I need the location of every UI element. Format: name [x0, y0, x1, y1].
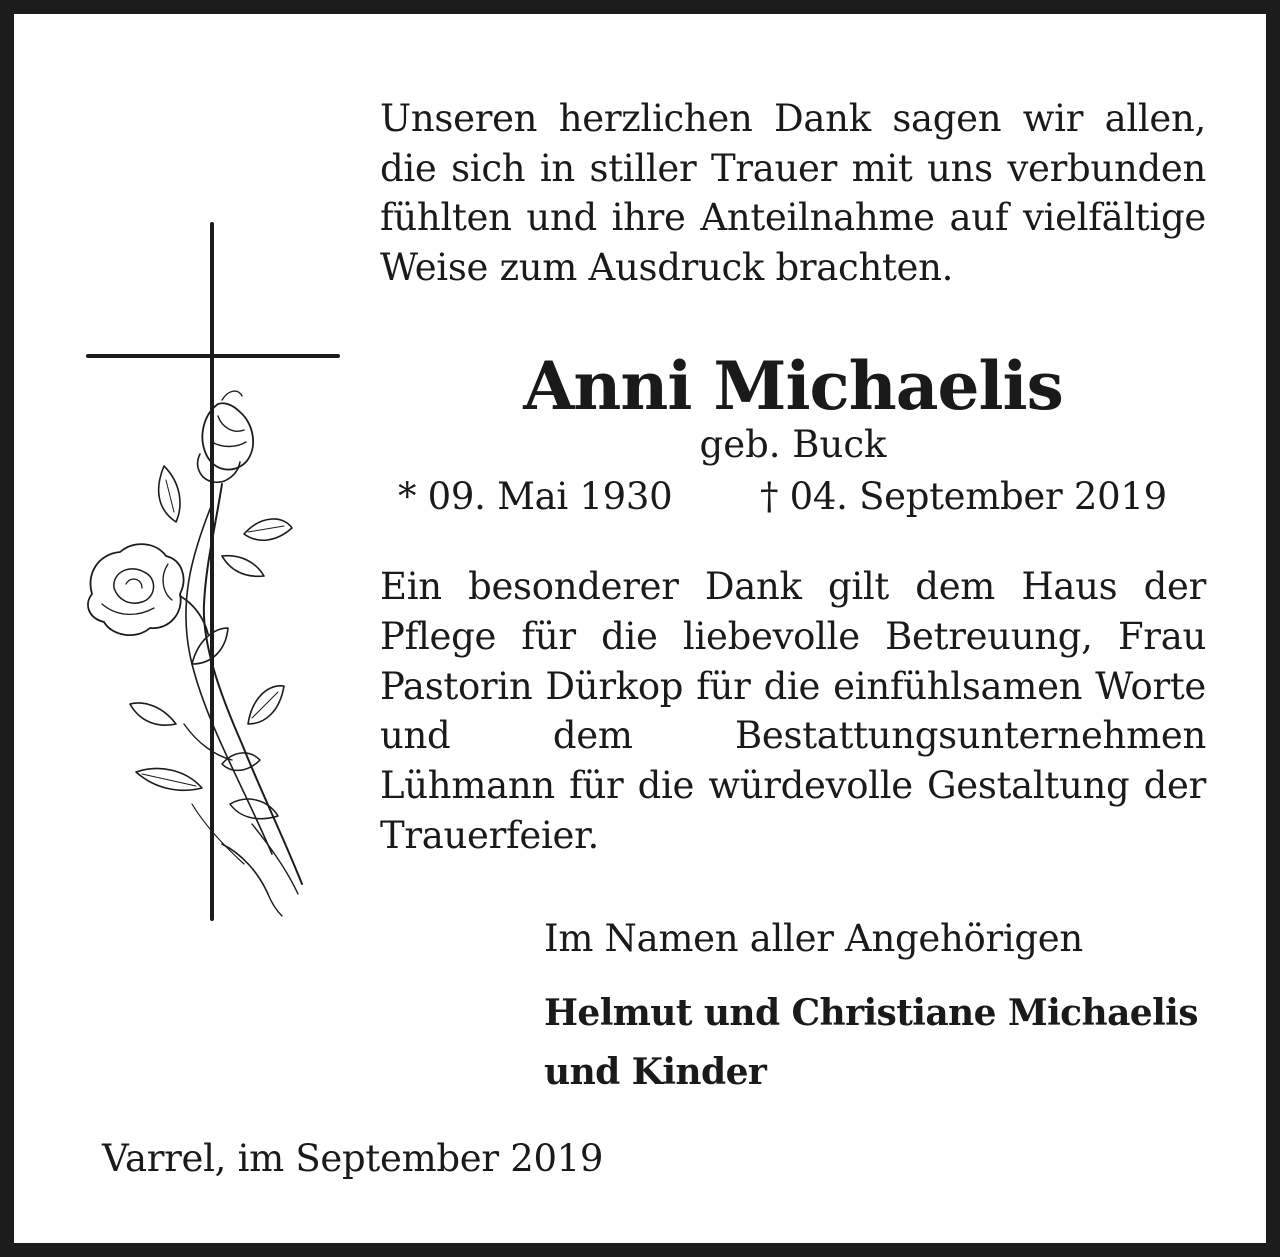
signers: [544, 984, 1224, 1102]
on-behalf-line: Im Namen aller Angehörigen: [544, 917, 1083, 960]
cross-with-roses-icon: [72, 204, 352, 934]
intro-text: Unseren herzlichen Dank sagen wir allen, die sich in stiller Trauer mit uns verbunden fühlten und ihre Anteilnahme auf vielfältige Weise zum Ausdruck brachten.: [380, 97, 1206, 289]
signer-line: und Kinder: [544, 1051, 767, 1093]
maiden-name: geb. Buck: [699, 423, 887, 466]
death-date: † 04. September 2019: [760, 475, 1167, 518]
signer-line: Helmut und Christiane Michaelis: [544, 992, 1198, 1034]
birth-date: * 09. Mai 1930: [398, 475, 673, 518]
place-date: Varrel, im September 2019: [102, 1137, 604, 1180]
special-thanks-text: Ein besonderer Dank gilt dem Haus der Pflege für die liebevolle Betreuung, Frau Pastorin Dürkop für die einfühlsamen Worte und dem Bestattungsunternehmen Lühmann für die würdevolle Gestaltung der Trauerfeier.: [380, 565, 1206, 857]
deceased-name: Anni Michaelis: [523, 347, 1063, 425]
